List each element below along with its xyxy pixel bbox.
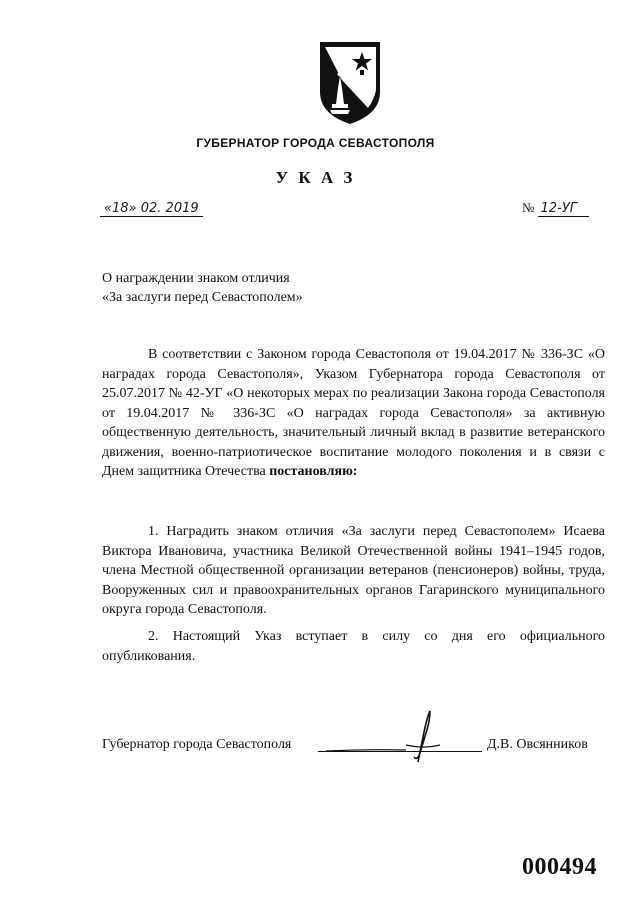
date-day: 18 — [112, 201, 129, 216]
number-value: 12-УГ — [538, 201, 589, 217]
number-prefix: № — [522, 200, 535, 215]
preamble-text: В соответствии с Законом города Севастополя от 19.04.2017 № 336-ЗС «О наградах города Севастополя», Указом Губернатора города Севастополя от 25.07.2017 № 42-УГ «О некоторых мерах по реализации Закона города Севастополя от 19.04.2017 № 336-ЗС «О наградах города Севастополя» за активную общественную деятельность, значительный личный вклад в развитие ветеранского движения, военно-патриотическое воспитание молодого поколения и в связи с Днем защитника Отечества — [102, 347, 605, 479]
document-type-heading: У К А З — [275, 168, 356, 187]
date-open-quote: « — [104, 201, 113, 216]
document-serial-number: 000494 — [522, 854, 597, 880]
signatory-name: Д.В. Овсянников — [487, 737, 588, 752]
decree-number — [522, 200, 589, 217]
clause-1: 1. Наградить знаком отличия «За заслуги перед Севастополем» Исаева Виктора Ивановича, участника Великой Отечественной войны 1941–1945 годов, члена Местной общественной организации ветеранов (пенсионеров) войны, труда, Вооруженных сил и правоохранительных органов Гагаринского муниципального округа города Севастополя. — [102, 524, 605, 617]
issuer-title: ГУБЕРНАТОР ГОРОДА СЕВАСТОПОЛЯ — [196, 136, 435, 150]
decree-title-line-1: О награждении знаком отличия — [102, 271, 290, 286]
coat-of-arms-icon — [316, 40, 384, 126]
decree-date — [100, 200, 203, 217]
decree-title-line-2: «За заслуги перед Севастополем» — [102, 290, 303, 305]
signatory-position: Губернатор города Севастополя — [102, 737, 292, 752]
date-rest: 02. 2019 — [140, 201, 199, 216]
handwritten-signature — [306, 705, 486, 765]
decree-word: постановляю: — [269, 464, 358, 479]
date-field — [100, 201, 203, 217]
preamble-paragraph — [102, 345, 605, 482]
clause-2: 2. Настоящий Указ вступает в силу со дня его официального опубликования. — [102, 629, 605, 664]
date-close-quote: » — [128, 201, 137, 216]
